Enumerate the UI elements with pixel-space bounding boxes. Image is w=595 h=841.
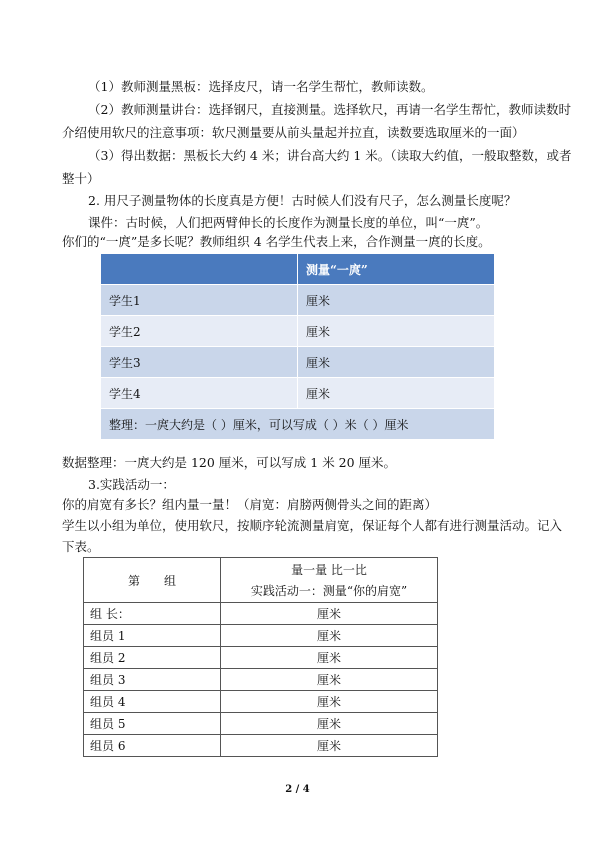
page-number: 2 / 4 — [285, 784, 310, 795]
table-row — [101, 378, 495, 409]
member-label: 组员 6 — [84, 735, 221, 757]
measurement-cell: 厘米 — [221, 603, 438, 625]
paragraph-data-result-cont: 整十） — [62, 171, 100, 186]
measurement-cell: 厘米 — [221, 669, 438, 691]
paragraph-group-instruction-cont: 下表。 — [62, 539, 100, 554]
table-header-row — [84, 558, 438, 603]
measurement-cell: 厘米 — [298, 285, 495, 316]
measurement-cell: 厘米 — [298, 347, 495, 378]
paragraph-question-ancient: 2. 用尺子测量物体的长度真是方便！古时候人们没有尺子，怎么测量长度呢？ — [88, 193, 517, 208]
table-row — [84, 625, 438, 647]
group-header-cell: 第 组 — [84, 558, 221, 603]
paragraph-measure-tuo: 你们的“一庹”是多长呢？教师组织 4 名学生代表上来，合作测量一庹的长度。 — [62, 234, 491, 249]
measurement-cell: 厘米 — [221, 735, 438, 757]
member-label: 组员 4 — [84, 691, 221, 713]
paragraph-teacher-blackboard: （1）教师测量黑板：选择皮尺，请一名学生帮忙，教师读数。 — [88, 79, 434, 94]
table-row — [84, 669, 438, 691]
table-row — [101, 347, 495, 378]
measurement-cell: 厘米 — [221, 713, 438, 735]
student-label: 学生1 — [101, 285, 298, 316]
member-label: 组员 1 — [84, 625, 221, 647]
student-label: 学生3 — [101, 347, 298, 378]
activity-subtitle: 量一量 比一比 — [291, 563, 367, 577]
paragraph-data-summary: 数据整理：一庹大约是 120 厘米，可以写成 1 米 20 厘米。 — [62, 455, 397, 470]
measurement-cell: 厘米 — [298, 316, 495, 347]
header-cell-measure: 测量“一庹” — [298, 254, 495, 285]
paragraph-shoulder-question: 你的肩宽有多长？组内量一量！（肩宽：肩膀两侧骨头之间的距离） — [62, 497, 438, 512]
table-row — [84, 713, 438, 735]
paragraph-data-result: （3）得出数据：黑板长大约 4 米；讲台高大约 1 米。（读取大约值，一般取整数，或者 — [88, 148, 572, 163]
member-label: 组员 5 — [84, 713, 221, 735]
table-summary-row — [101, 409, 495, 440]
measurement-cell: 厘米 — [221, 691, 438, 713]
paragraph-teacher-podium: （2）教师测量讲台：选择钢尺，直接测量。选择软尺，再请一名学生帮忙，教师读数时 — [88, 102, 571, 117]
paragraph-group-instruction: 学生以小组为单位，使用软尺，按顺序轮流测量肩宽，保证每个人都有进行测量活动。记入 — [62, 518, 563, 533]
student-label: 学生4 — [101, 378, 298, 409]
paragraph-soft-ruler-note: 介绍使用软尺的注意事项：软尺测量要从前头量起并拉直，读数要选取厘米的一面） — [62, 125, 525, 140]
member-label: 组员 2 — [84, 647, 221, 669]
tuo-measurement-table — [100, 253, 495, 440]
student-label: 学生2 — [101, 316, 298, 347]
table-row — [101, 285, 495, 316]
activity-title: 实践活动一：测量“你的肩宽” — [250, 584, 408, 598]
header-cell-empty — [101, 254, 298, 285]
table-row — [84, 647, 438, 669]
member-label: 组员 3 — [84, 669, 221, 691]
measurement-cell: 厘米 — [298, 378, 495, 409]
activity-header-cell — [221, 558, 438, 603]
summary-cell: 整理：一庹大约是（ ）厘米，可以写成（ ）米（ ）厘米 — [101, 409, 495, 440]
paragraph-courseware: 课件：古时候，人们把两臂伸长的长度作为测量长度的单位，叫“一庹”。 — [88, 215, 489, 230]
table-header-row — [101, 254, 495, 285]
table-row — [84, 691, 438, 713]
measurement-cell: 厘米 — [221, 625, 438, 647]
member-label: 组 长： — [84, 603, 221, 625]
paragraph-activity-title: 3.实践活动一： — [88, 477, 175, 492]
table-row — [84, 603, 438, 625]
measurement-cell: 厘米 — [221, 647, 438, 669]
table-row — [101, 316, 495, 347]
table-row — [84, 735, 438, 757]
shoulder-width-table — [83, 557, 438, 757]
